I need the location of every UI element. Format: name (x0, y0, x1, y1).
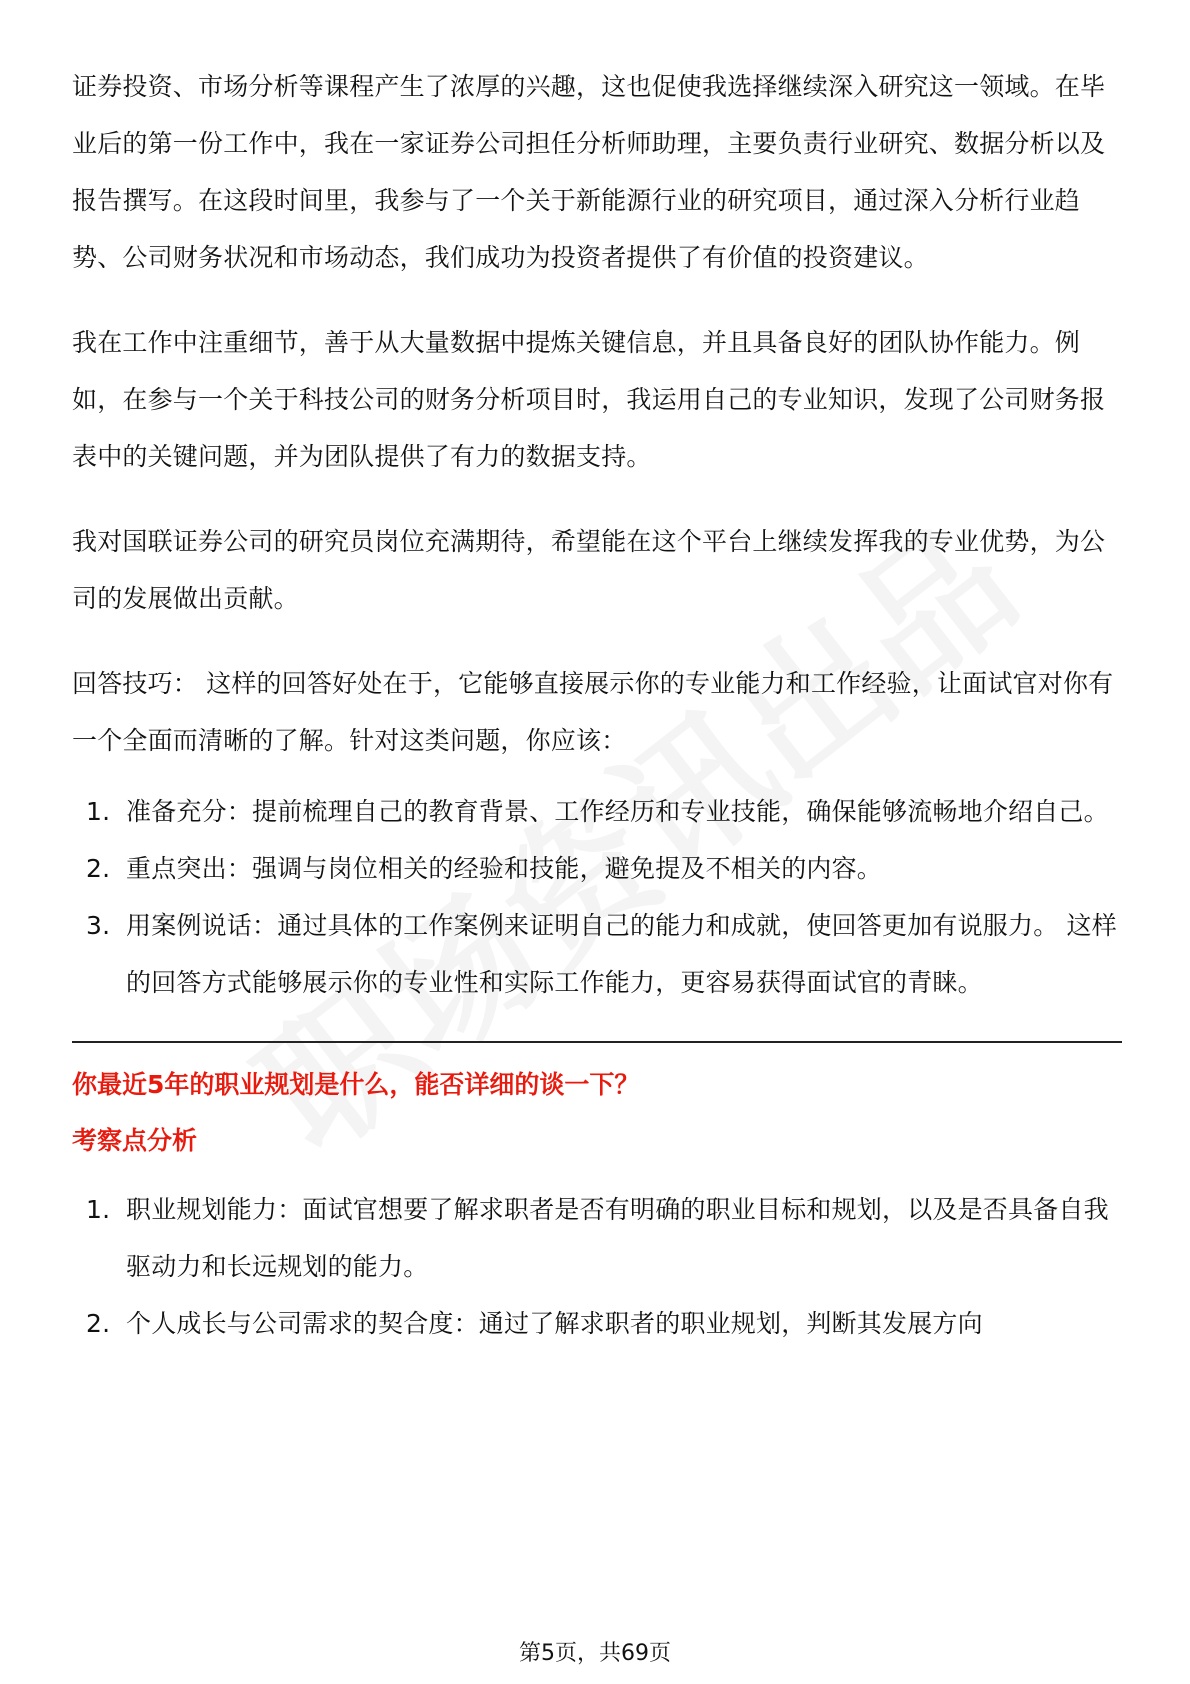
question-heading: 你最近5年的职业规划是什么，能否详细的谈一下？ (72, 1070, 640, 1099)
list-number: 2. (86, 1309, 111, 1338)
list-item (72, 840, 1122, 897)
document-page (72, 58, 1122, 1380)
paragraph: 证券投资、市场分析等课程产生了浓厚的兴趣，这也促使我选择继续深入研究这一领域。在毕业后的第一份工作中，我在一家证券公司担任分析师助理，主要负责行业研究、数据分析以及报告撰写。在这段时间里，我参与了一个关于新能源行业的研究项目，通过深入分析行业趋势、公司财务状况和市场动态，我们成功为投资者提供了有价值的投资建议。 (72, 72, 1106, 272)
list-number: 1. (86, 797, 111, 826)
list-number: 2. (86, 854, 111, 883)
list-item-text: 重点突出：强调与岗位相关的经验和技能，避免提及不相关的内容。 (126, 854, 883, 883)
list-item-text: 准备充分：提前梳理自己的教育背景、工作经历和专业技能，确保能够流畅地介绍自己。 (126, 797, 1109, 826)
list-number: 1. (86, 1195, 111, 1224)
list-item-text: 用案例说话：通过具体的工作案例来证明自己的能力和成就，使回答更加有说服力。 这样的回答方式能够展示你的专业性和实际工作能力，更容易获得面试官的青睐。 (126, 911, 1117, 997)
section-divider (72, 1041, 1122, 1043)
analysis-list (72, 1181, 1122, 1352)
paragraph: 我对国联证券公司的研究员岗位充满期待，希望能在这个平台上继续发挥我的专业优势，为公司的发展做出贡献。 (72, 527, 1106, 613)
page-footer: 第5页，共69页 (519, 1641, 671, 1666)
analysis-heading: 考察点分析 (72, 1126, 198, 1155)
list-item-text: 职业规划能力：面试官想要了解求职者是否有明确的职业目标和规划，以及是否具备自我驱动力和长远规划的能力。 (126, 1195, 1109, 1281)
answer-tips-intro: 回答技巧： 这样的回答好处在于，它能够直接展示你的专业能力和工作经验，让面试官对你有一个全面而清晰的了解。针对这类问题，你应该： (72, 669, 1114, 755)
list-item (72, 1295, 1122, 1352)
paragraph: 我在工作中注重细节，善于从大量数据中提炼关键信息，并且具备良好的团队协作能力。例如，在参与一个关于科技公司的财务分析项目时，我运用自己的专业知识，发现了公司财务报表中的关键问题，并为团队提供了有力的数据支持。 (72, 328, 1106, 471)
list-number: 3. (86, 911, 111, 940)
list-item (72, 783, 1122, 840)
tips-list (72, 783, 1122, 1011)
list-item (72, 897, 1122, 1011)
list-item-text: 个人成长与公司需求的契合度：通过了解求职者的职业规划，判断其发展方向 (126, 1309, 983, 1338)
list-item (72, 1181, 1122, 1295)
